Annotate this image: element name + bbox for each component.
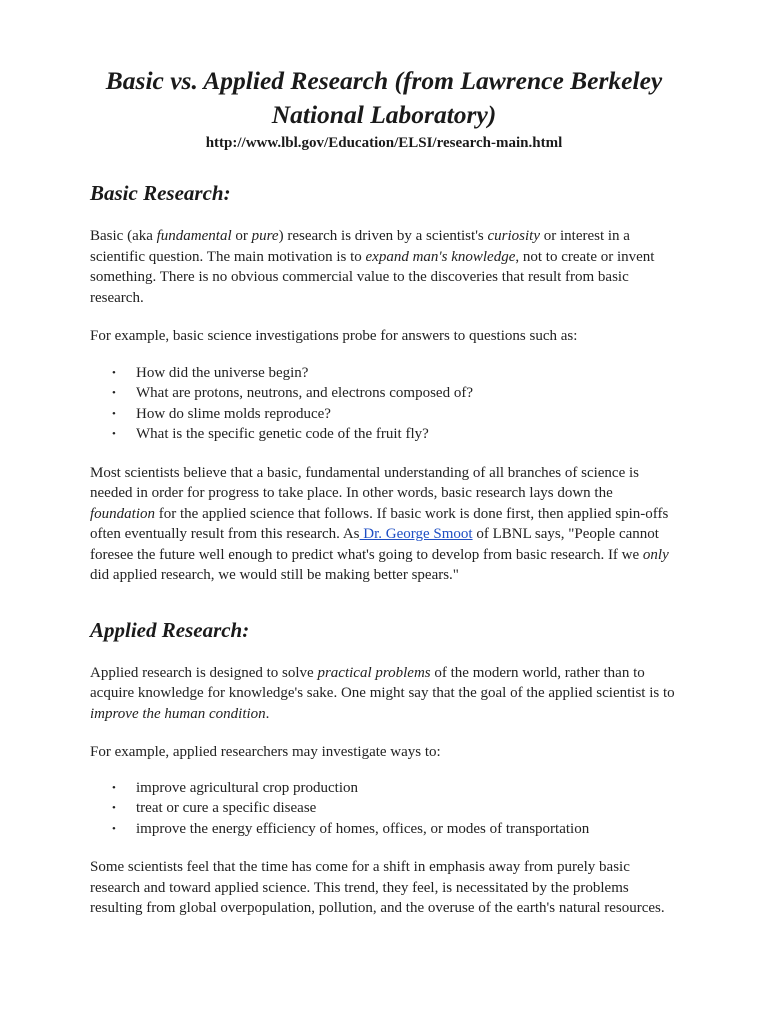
foundation-term: foundation <box>90 505 156 522</box>
basic-paragraph-1: Basic (aka fundamental or pure) research is driven by a scientist's curiosity or interest in a scientific question. The main motivation is to expand man's knowledge, not to create or invent something. There is no obvious commercial value to the discoveries that result from basic research. <box>90 228 655 306</box>
curiosity-term: curiosity <box>487 228 540 244</box>
only-term: only <box>642 546 669 563</box>
improve-human-condition-term: improve the human condition <box>90 705 266 722</box>
applied-paragraph-3: Some scientists feel that the time has come for a shift in emphasis away from purely basic research and toward applied science. This trend, they feel, is necessitated by the problems resulting from global overpopulation, pollution, and the overuse of the earth's natural resources. <box>90 859 665 916</box>
fundamental-term: fundamental <box>156 228 232 244</box>
list-item: • What is the specific genetic code of the fruit fly? <box>90 424 678 445</box>
basic-paragraph-3: Most scientists believe that a basic, fundamental understanding of all branches of science is needed in order for progress to take place. In other words, basic research lays down the foundation for the applied science that follows. If basic work is done first, then applied spin-offs often eventually result from this research. As Dr. George Smoot of LBNL says, "People cannot foresee the future well enough to predict what's going to develop from basic research. If we only did applied research, we would still be making better spears." <box>90 464 669 583</box>
list-item: • What are protons, neutrons, and electrons composed of? <box>90 383 678 404</box>
basic-research-heading: Basic Research: <box>90 181 231 205</box>
applied-paragraph-2: For example, applied researchers may investigate ways to: <box>90 744 441 760</box>
list-item: • How did the universe begin? <box>90 363 678 384</box>
page-title: Basic vs. Applied Research (from Lawrence Berkeley National Laboratory) <box>105 66 663 129</box>
pure-term: pure <box>251 228 279 244</box>
basic-questions-list <box>90 363 678 445</box>
applied-paragraph-1: Applied research is designed to solve practical problems of the modern world, rather than to acquire knowledge for knowledge's sake. One might say that the goal of the applied scientist is to improve the human condition. <box>90 664 675 722</box>
applied-ways-list <box>90 778 678 840</box>
expand-knowledge-term: expand man's knowledge <box>365 248 516 265</box>
list-item: • treat or cure a specific disease <box>90 798 678 819</box>
list-item: • How do slime molds reproduce? <box>90 404 678 425</box>
practical-problems-term: practical problems <box>317 664 431 681</box>
basic-paragraph-2: For example, basic science investigations probe for answers to questions such as: <box>90 328 578 344</box>
list-item: • improve agricultural crop production <box>90 778 678 799</box>
source-url: http://www.lbl.gov/Education/ELSI/research-main.html <box>205 135 563 151</box>
applied-research-heading: Applied Research: <box>90 617 250 642</box>
list-item: • improve the energy efficiency of homes, offices, or modes of transportation <box>90 819 678 840</box>
dr-george-smoot-link[interactable]: Dr. George Smoot <box>359 526 473 542</box>
